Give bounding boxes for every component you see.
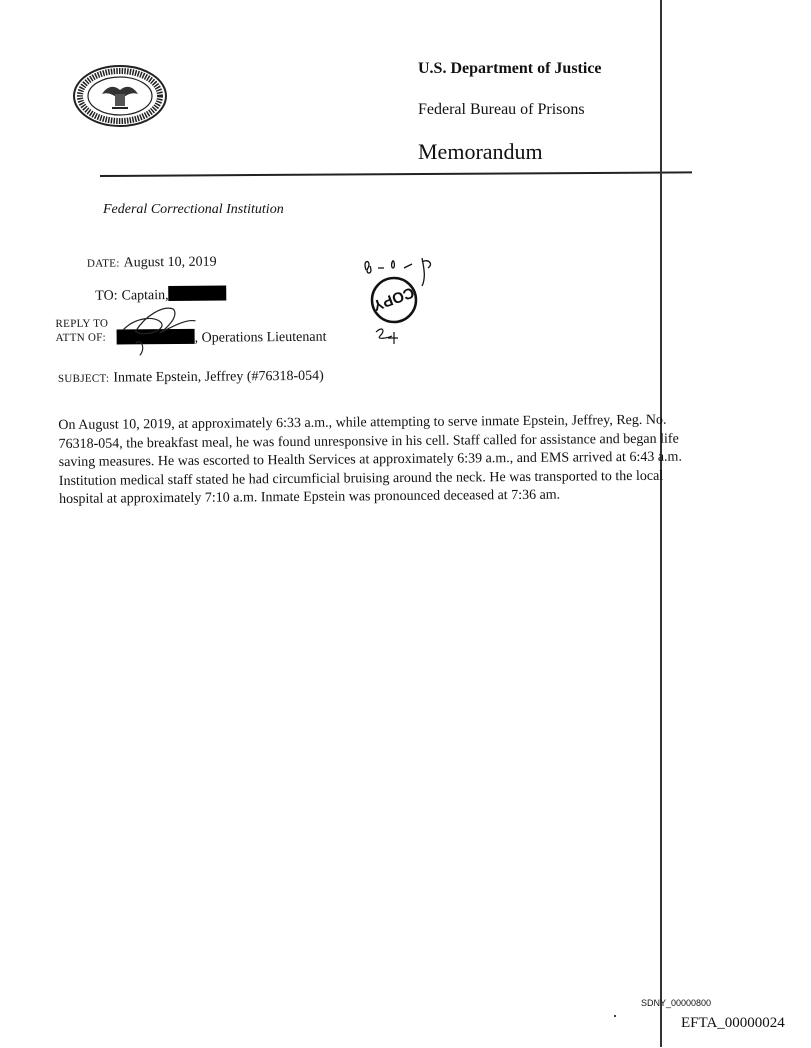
reply-label-1: REPLY TO [55,317,109,331]
body-line: Institution medical staff stated he had circumficial bruising around the neck. He was transported to the local [58,468,664,489]
bates-number: SDNY_00000800 [641,998,712,1008]
body-line: hospital at approximately 7:10 a.m. Inmate Epstein was pronounced deceased at 7:36 am. [58,488,561,508]
scan-speck [614,1015,616,1017]
stamp-text: COPY [370,283,417,314]
to-row: TO: Captain, [95,286,227,305]
body-line: 76318-054, the breakfast meal, he was found unresponsive in his cell. Staff called for assistance and began life [58,431,679,452]
date-label: DATE: [86,257,120,270]
body-line: saving measures. He was escorted to Health Services at approximately 6:39 a.m., and EMS arrived at 6:43 a.m. [58,449,682,471]
bureau-name: Federal Bureau of Prisons [418,101,585,118]
subject-label: SUBJECT: [57,372,110,386]
signature-scribble [115,297,216,358]
subject-row [58,367,324,387]
subject-value: Inmate Epstein, Jeffrey (#76318-054) [113,368,324,386]
date-value: August 10, 2019 [123,254,217,271]
to-label: TO: [95,288,118,304]
date-row [87,253,217,272]
to-value: Captain [121,288,166,304]
reply-label-2: ATTN OF: [55,331,107,345]
reply-value: , Operations Lieutenant [194,329,327,346]
document-type: Memorandum [418,139,543,164]
institution-name: Federal Correctional Institution [103,202,284,217]
agency-name: U.S. Department of Justice [418,60,602,77]
copy-stamp [352,252,462,347]
body-line: On August 10, 2019, at approximately 6:33 a.m., while attempting to serve inmate Epstein, Jeffrey, Reg. No. [58,412,667,434]
memo-body [58,411,719,510]
efta-number: EFTA_00000024 [681,1015,785,1031]
